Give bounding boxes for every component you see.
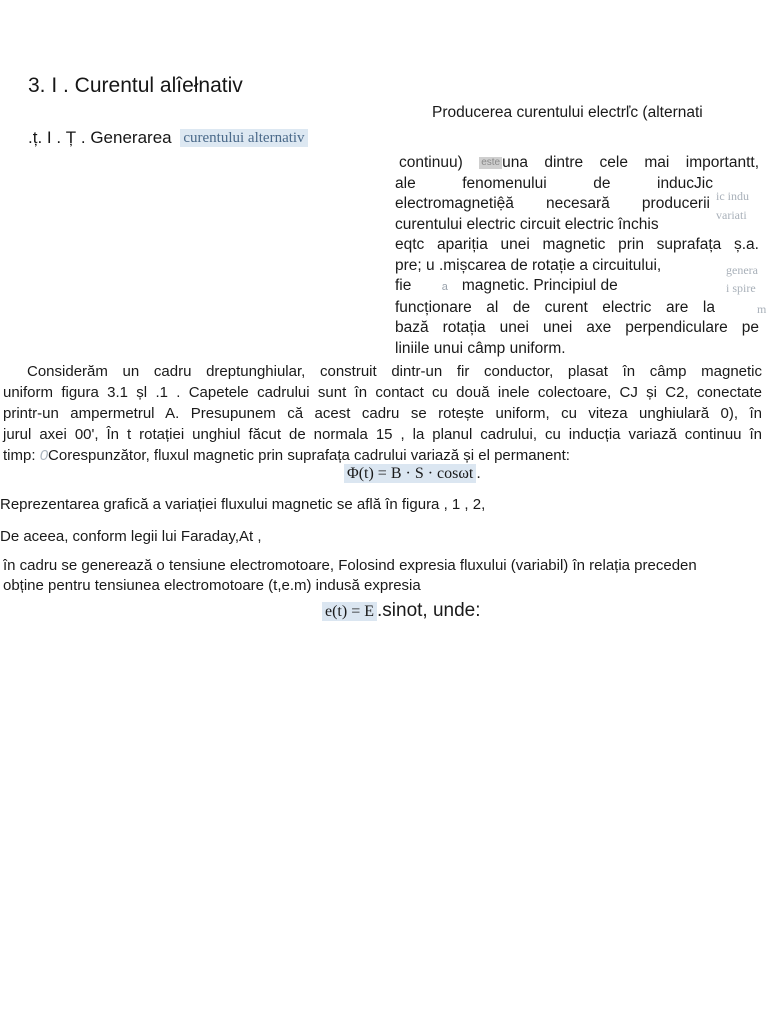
faint-symbol: 0: [39, 447, 49, 464]
right-line-7-pre: fie: [395, 277, 412, 294]
right-line-4: curentului electric circuit electric închis: [395, 215, 659, 233]
right-line-6: [395, 256, 759, 277]
main-paragraph: [3, 361, 762, 466]
margin-fragment-5: m: [757, 302, 767, 316]
right-line-9: bază rotația unei unei axe perpendiculare pe: [395, 319, 759, 336]
right-column-text: [395, 153, 759, 359]
right-line-7-faint: a: [441, 281, 448, 293]
emf-paragraph: [3, 556, 762, 596]
right-line-8: funcționare al de curent electric are la: [395, 298, 715, 316]
paragraph-line-5-post: Corespunzător, fluxul magnetic prin suprafața cadrului variază și el permanent:: [48, 447, 570, 464]
right-line-2: ale fenomenului de inducJic: [395, 174, 713, 192]
faraday-line: De aceea, conform legii lui Faraday,At ,: [0, 528, 262, 545]
emf-formula: [322, 600, 481, 622]
graph-reference-line: Reprezentarea grafică a variației fluxului magnetic se află în figura , 1 , 2,: [0, 496, 486, 513]
right-line-5: eqtc apariția unei magnetic prin suprafața ș.a.: [395, 236, 759, 253]
flux-formula-image: Φ(t) = B · S · cosωt: [344, 464, 476, 483]
margin-fragment-4: i spire: [726, 281, 756, 295]
right-line-7: [395, 276, 715, 298]
right-line-1-post: una dintre cele mai importantt,: [502, 154, 759, 171]
emf-line-1: în cadru se generează o tensiune electromotoare, Folosind expresia fluxului (variabil) în relația preceden: [3, 557, 697, 574]
paragraph-line-4: jurul axei 00', În t rotației unghiul făcut de normala 15 , la planul cadrului, cu inducția variază continuu în: [3, 426, 762, 443]
right-top-line: Producerea curentului electrľc (alternati: [432, 104, 703, 121]
subsection-title: [28, 128, 308, 148]
flux-formula-tail: .: [476, 465, 481, 482]
margin-fragment-2: variati: [716, 208, 747, 222]
right-line-10: liniile unui câmp uniform.: [395, 339, 566, 357]
emf-formula-image: e(t) = E: [322, 602, 377, 621]
paragraph-line-2: uniform figura 3.1 șl .1 . Capetele cadrului sunt în contact cu două inele colectoare, CJ și C2, conectate: [3, 384, 762, 401]
emf-line-2: obține pentru tensiunea electromotoare (t,e.m) indusă expresia: [3, 577, 421, 594]
right-line-6-pre: pre; u: [395, 256, 435, 274]
paragraph-line-5-pre: timp:: [3, 447, 36, 464]
right-line-7-post: magnetic. Principiul de: [461, 277, 618, 294]
emf-formula-tail: .sinot, unde:: [377, 600, 481, 621]
paragraph-line-3: printr-un ampermetrul A. Presupunem că acest cadru se rotește uniform, cu viteza unghiulară 0), în: [3, 405, 762, 422]
right-line-1: [395, 153, 759, 174]
flux-formula: [344, 464, 481, 483]
right-line-6-post: .mișcarea de rotație a circuitului,: [438, 256, 662, 274]
subsection-image-text: curentului alternativ: [180, 129, 307, 147]
paragraph-line-5: [3, 445, 762, 466]
right-line-1-pre: continuu): [399, 154, 463, 171]
section-title: 3. I . Curentul alîełnativ: [28, 74, 243, 97]
margin-fragment-3: genera: [726, 263, 758, 277]
right-line-3: electromagnetiệă necesară producerii: [395, 195, 710, 212]
smudged-word: este: [481, 157, 501, 168]
paragraph-line-1: Considerăm un cadru dreptunghiular, construit dintr-un fir conductor, plasat în câmp magnetic: [27, 363, 762, 380]
subsection-prefix: .ț. I . Ț . Generarea: [28, 128, 172, 147]
margin-fragment-1: ic indu: [716, 189, 749, 203]
